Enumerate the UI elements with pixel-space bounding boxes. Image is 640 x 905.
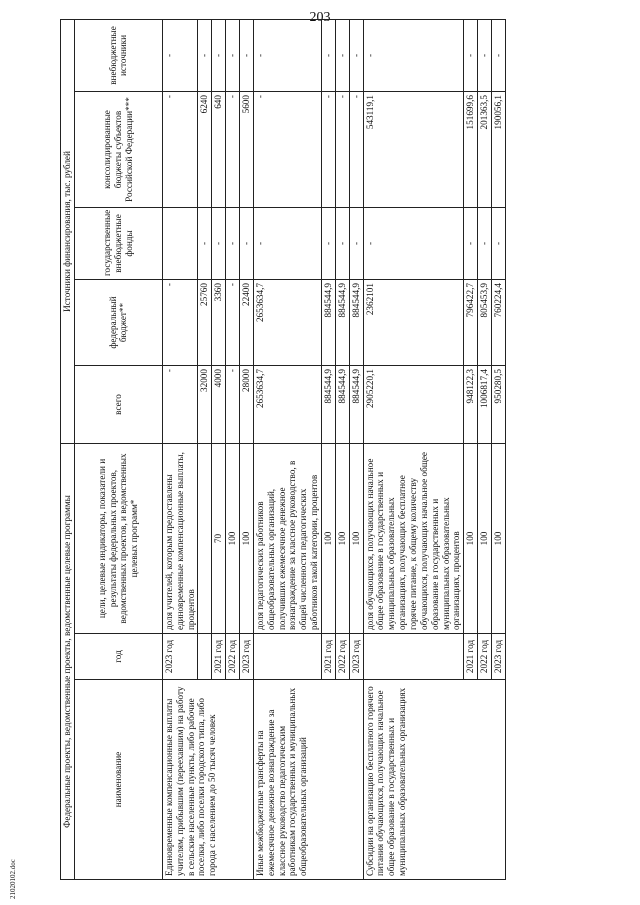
section-goal: доля педагогических работников общеобразовательных организаций, получивших ежемесячное денежное вознаграждение за классное руководство, в общей численности педагогических работников такой категории, процентов: [253, 444, 321, 634]
row-regional: 201363,5: [478, 92, 492, 208]
row-federal: 2362101: [363, 280, 464, 366]
row-federal: 3360: [212, 280, 226, 366]
row-indicator: 100: [349, 444, 363, 634]
row-extra: -: [322, 19, 336, 91]
row-federal: 796422,7: [464, 280, 478, 366]
row-funds: -: [198, 208, 212, 280]
row-total: 884544,9: [335, 366, 349, 444]
row-total: 884544,9: [322, 366, 336, 444]
row-funds: -: [478, 208, 492, 280]
row-extra: -: [198, 19, 212, 91]
row-indicator: 100: [492, 444, 506, 634]
page-number: 203: [309, 10, 331, 25]
row-regional: -: [226, 92, 240, 208]
row-year: 2022 год: [478, 634, 492, 680]
row-extra: -: [240, 19, 254, 91]
row-federal: 805453,9: [478, 280, 492, 366]
row-extra: -: [212, 19, 226, 91]
row-year: 2021 год: [464, 634, 478, 680]
row-total: 4000: [212, 366, 226, 444]
row-indicator: 100: [240, 444, 254, 634]
header-extra: внебюджетные источники: [74, 19, 162, 91]
row-extra: -: [478, 19, 492, 91]
row-federal: 2653634,7: [253, 280, 321, 366]
row-regional: 543119,1: [363, 92, 464, 208]
budget-table: [60, 19, 506, 880]
row-indicator: 100: [226, 444, 240, 634]
row-year: 2022 год: [226, 634, 240, 680]
row-total: -: [162, 366, 198, 444]
row-year: [363, 634, 464, 680]
row-extra: -: [226, 19, 240, 91]
row-regional: -: [322, 92, 336, 208]
row-extra: -: [253, 19, 321, 91]
row-extra: -: [464, 19, 478, 91]
row-indicator: 70: [212, 444, 226, 634]
row-extra: -: [162, 19, 198, 91]
row-year: 2023 год: [240, 634, 254, 680]
table-row: [253, 19, 321, 879]
table-row: [363, 19, 464, 879]
section-goal: доля обучающихся, получающих начальное общее образование в государственных и муниципальных образовательных организациях, получающих бесплатное горячее питание, к общему количеству обучающихся, получающих начальное общее образование в государственных и муниципальных образовательных организациях, процентов: [363, 444, 464, 634]
row-indicator: 100: [322, 444, 336, 634]
row-year: [253, 634, 321, 680]
row-year: [198, 634, 212, 680]
row-indicator: 100: [464, 444, 478, 634]
row-regional: -: [335, 92, 349, 208]
row-indicator: 100: [335, 444, 349, 634]
row-indicator: 100: [478, 444, 492, 634]
row-indicator: [198, 444, 212, 634]
row-federal: -: [162, 280, 198, 366]
row-year: 2023 год: [492, 634, 506, 680]
table-row: [162, 19, 198, 879]
row-funds: [162, 208, 198, 280]
row-total: 950280,5: [492, 366, 506, 444]
row-extra: -: [492, 19, 506, 91]
header-federal: федеральный бюджет**: [74, 280, 162, 366]
row-total: 2653634,7: [253, 366, 321, 444]
header-goals: цели, целевые индикаторы, показатели и результаты федеральных проектов, ведомственных проектов, и ведомственных целевых программ*: [74, 444, 162, 634]
row-regional: -: [349, 92, 363, 208]
row-year: 2023 год: [162, 634, 198, 680]
row-federal: 884544,9: [349, 280, 363, 366]
row-extra: -: [363, 19, 464, 91]
header-group-title: Федеральные проекты, ведомственные проекты, ведомственные целевые программы: [61, 444, 75, 880]
header-funds: государственные внебюджетные фонды: [74, 208, 162, 280]
row-funds: -: [253, 208, 321, 280]
row-year: 2022 год: [335, 634, 349, 680]
row-total: 1006817,4: [478, 366, 492, 444]
section-goal: доля учителей, которым предоставлены единовременные компенсационные выплаты, процентов: [162, 444, 198, 634]
row-funds: -: [240, 208, 254, 280]
row-year: 2021 год: [212, 634, 226, 680]
row-total: -: [226, 366, 240, 444]
document-code: 21020102.doc: [9, 859, 17, 899]
header-name: наименование: [74, 680, 162, 880]
row-regional: 5600: [240, 92, 254, 208]
row-funds: -: [349, 208, 363, 280]
row-extra: -: [349, 19, 363, 91]
row-regional: 151699,6: [464, 92, 478, 208]
header-total: всего: [74, 366, 162, 444]
row-regional: -: [253, 92, 321, 208]
section-name: Субсидии на организацию бесплатного горячего питания обучающихся, получающих начальное общее образование в государственных и муниципальных образовательных организациях: [363, 680, 505, 880]
row-federal: 884544,9: [335, 280, 349, 366]
row-total: 2905220,1: [363, 366, 464, 444]
row-federal: 25760: [198, 280, 212, 366]
row-federal: 884544,9: [322, 280, 336, 366]
section-name: Иные межбюджетные трансферты на ежемесячное денежное вознаграждение за классное руководство педагогическим работникам государственных и муниципальных общеобразовательных организаций: [253, 680, 363, 880]
row-funds: -: [464, 208, 478, 280]
row-total: 28000: [240, 366, 254, 444]
row-federal: 760224,4: [492, 280, 506, 366]
row-total: 884544,9: [349, 366, 363, 444]
table-body: [162, 19, 505, 879]
row-funds: -: [226, 208, 240, 280]
header-year: год: [74, 634, 162, 680]
row-funds: -: [212, 208, 226, 280]
row-regional: 6240: [198, 92, 212, 208]
row-funds: -: [363, 208, 464, 280]
row-funds: -: [492, 208, 506, 280]
row-funds: -: [322, 208, 336, 280]
header-regional: консолидированные бюджеты субъектов Российской Федерации***: [74, 92, 162, 208]
row-regional: 640: [212, 92, 226, 208]
row-regional: 190056,1: [492, 92, 506, 208]
rotated-table-container: [60, 20, 580, 880]
row-federal: 22400: [240, 280, 254, 366]
row-year: 2023 год: [349, 634, 363, 680]
row-total: 948122,3: [464, 366, 478, 444]
row-funds: -: [335, 208, 349, 280]
header-sources-title: Источники финансирования, тыс. рублей: [61, 19, 75, 443]
row-federal: -: [226, 280, 240, 366]
row-year: 2021 год: [322, 634, 336, 680]
row-regional: -: [162, 92, 198, 208]
section-name: Единовременные компенсационные выплаты учителям, прибывшим (переехавшим) на работу в сельские населенные пункты, либо рабочие поселки, либо поселки городского типа, либо города с населением до 50 тысяч человек: [162, 680, 253, 880]
row-extra: -: [335, 19, 349, 91]
row-total: 32000: [198, 366, 212, 444]
